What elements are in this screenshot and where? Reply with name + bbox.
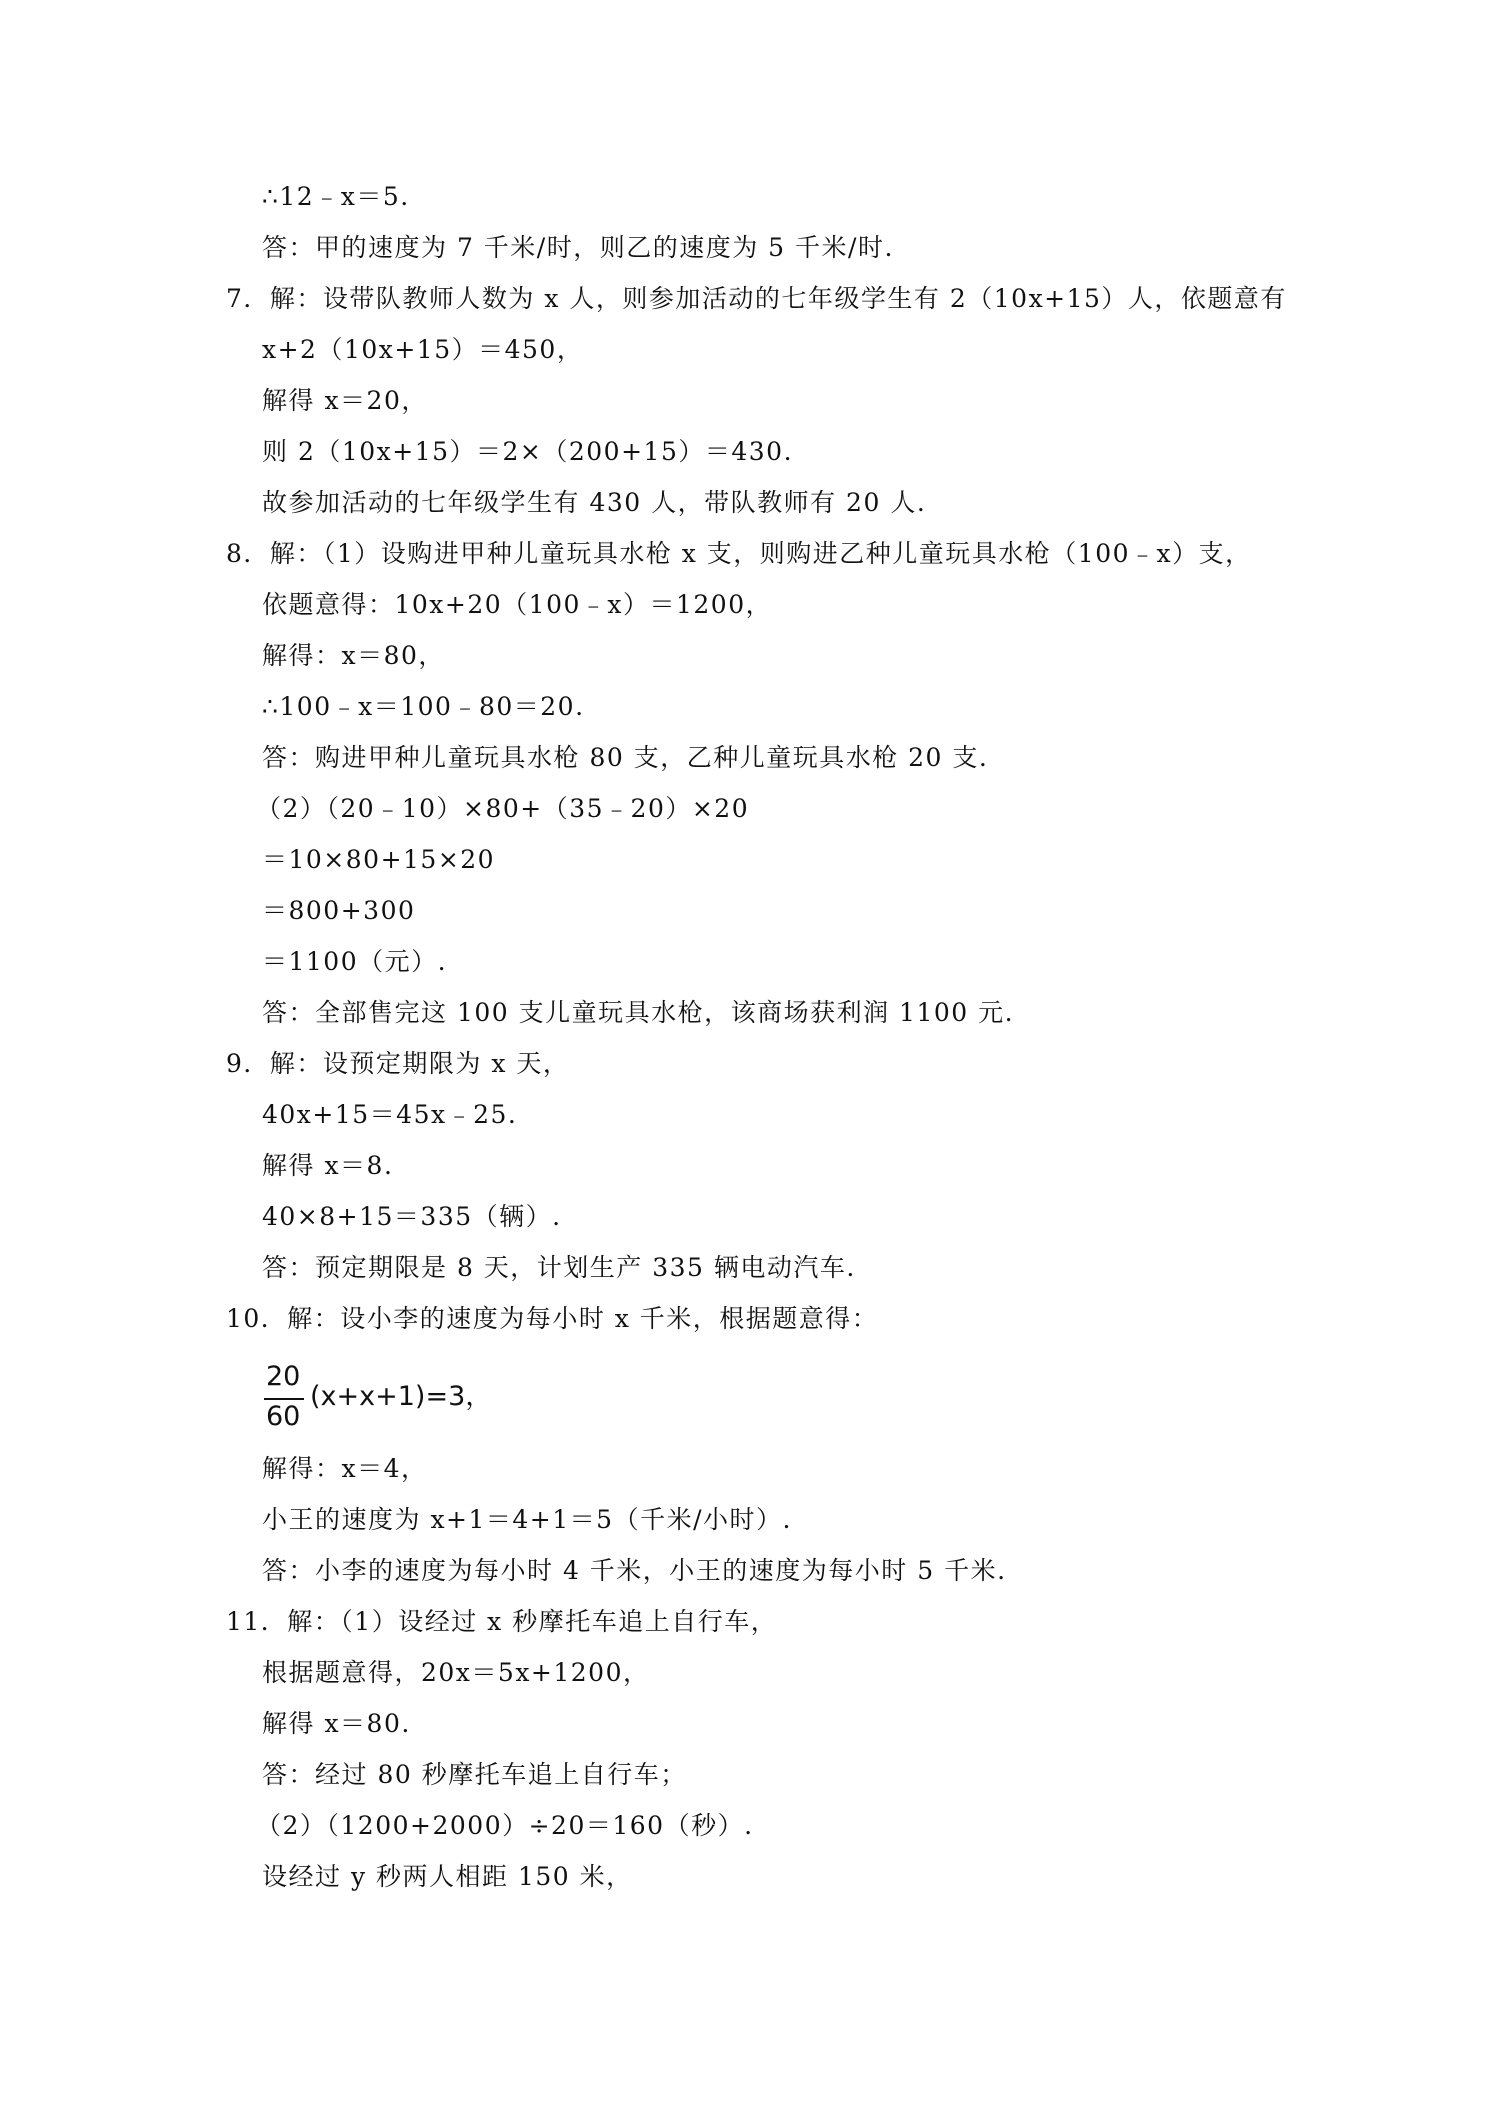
text-line: 答：小李的速度为每小时 4 千米，小王的速度为每小时 5 千米. — [262, 1556, 1007, 1585]
text-line: 答：预定期限是 8 天，计划生产 335 辆电动汽车. — [262, 1253, 856, 1282]
text-line: 40x+15＝45x﹣25. — [262, 1100, 518, 1129]
fraction-denominator: 60 — [266, 1401, 301, 1432]
text-line: 依题意得：10x+20（100﹣x）＝1200， — [262, 590, 773, 619]
text-line: 40×8+15＝335（辆）. — [262, 1202, 562, 1231]
text-line: ∴100﹣x＝100﹣80＝20. — [262, 692, 585, 721]
text-line: 故参加活动的七年级学生有 430 人，带队教师有 20 人. — [262, 488, 927, 517]
text-line: 设经过 y 秒两人相距 150 米， — [262, 1862, 633, 1891]
text-line: 小王的速度为 x+1＝4+1＝5（千米/小时）. — [262, 1505, 792, 1534]
text-line: 根据题意得，20x＝5x+1200， — [262, 1658, 650, 1687]
text-line: x+2（10x+15）＝450， — [262, 335, 584, 364]
text-line: 答：经过 80 秒摩托车追上自行车； — [262, 1760, 687, 1789]
text-line: 解得：x＝80， — [262, 641, 445, 670]
text-line: ＝800+300 — [262, 896, 416, 925]
text-line: ∴12﹣x＝5. — [262, 182, 410, 211]
problem-7-heading: 7．解：设带队教师人数为 x 人，则参加活动的七年级学生有 2（10x+15）人，依题意有 — [226, 284, 1287, 313]
text-line: ＝1100（元）. — [262, 947, 448, 976]
text-line: 答：甲的速度为 7 千米/时，则乙的速度为 5 千米/时. — [262, 233, 894, 262]
fraction-bar — [264, 1398, 304, 1400]
problem-9-heading: 9．解：设预定期限为 x 天， — [226, 1049, 570, 1078]
text-line: 解得 x＝8. — [262, 1151, 394, 1180]
text-line: （2）（1200+2000）÷20＝160（秒）. — [256, 1811, 754, 1840]
text-line: 解得 x＝80. — [262, 1709, 411, 1738]
text-line: （2）（20﹣10）×80+（35﹣20）×20 — [256, 794, 750, 823]
fraction-numerator: 20 — [266, 1361, 301, 1392]
text-line: 答：购进甲种儿童玩具水枪 80 支，乙种儿童玩具水枪 20 支. — [262, 743, 989, 772]
fraction-equation — [262, 1361, 493, 1436]
text-line: 答：全部售完这 100 支儿童玩具水枪，该商场获利润 1100 元. — [262, 998, 1015, 1027]
text-line: 解得 x＝20， — [262, 386, 428, 415]
text-line: 解得：x＝4， — [262, 1454, 428, 1483]
text-line: 则 2（10x+15）＝2×（200+15）＝430. — [262, 437, 794, 466]
problem-8-heading: 8．解：（1）设购进甲种儿童玩具水枪 x 支，则购进乙种儿童玩具水枪（100﹣x）支， — [226, 539, 1252, 568]
equation-rest: (x+x+1)=3， — [310, 1381, 493, 1412]
text-line: ＝10×80+15×20 — [262, 845, 496, 874]
problem-11-heading: 11．解：（1）设经过 x 秒摩托车追上自行车， — [226, 1607, 778, 1636]
problem-10-heading: 10．解：设小李的速度为每小时 x 千米，根据题意得： — [226, 1304, 879, 1333]
